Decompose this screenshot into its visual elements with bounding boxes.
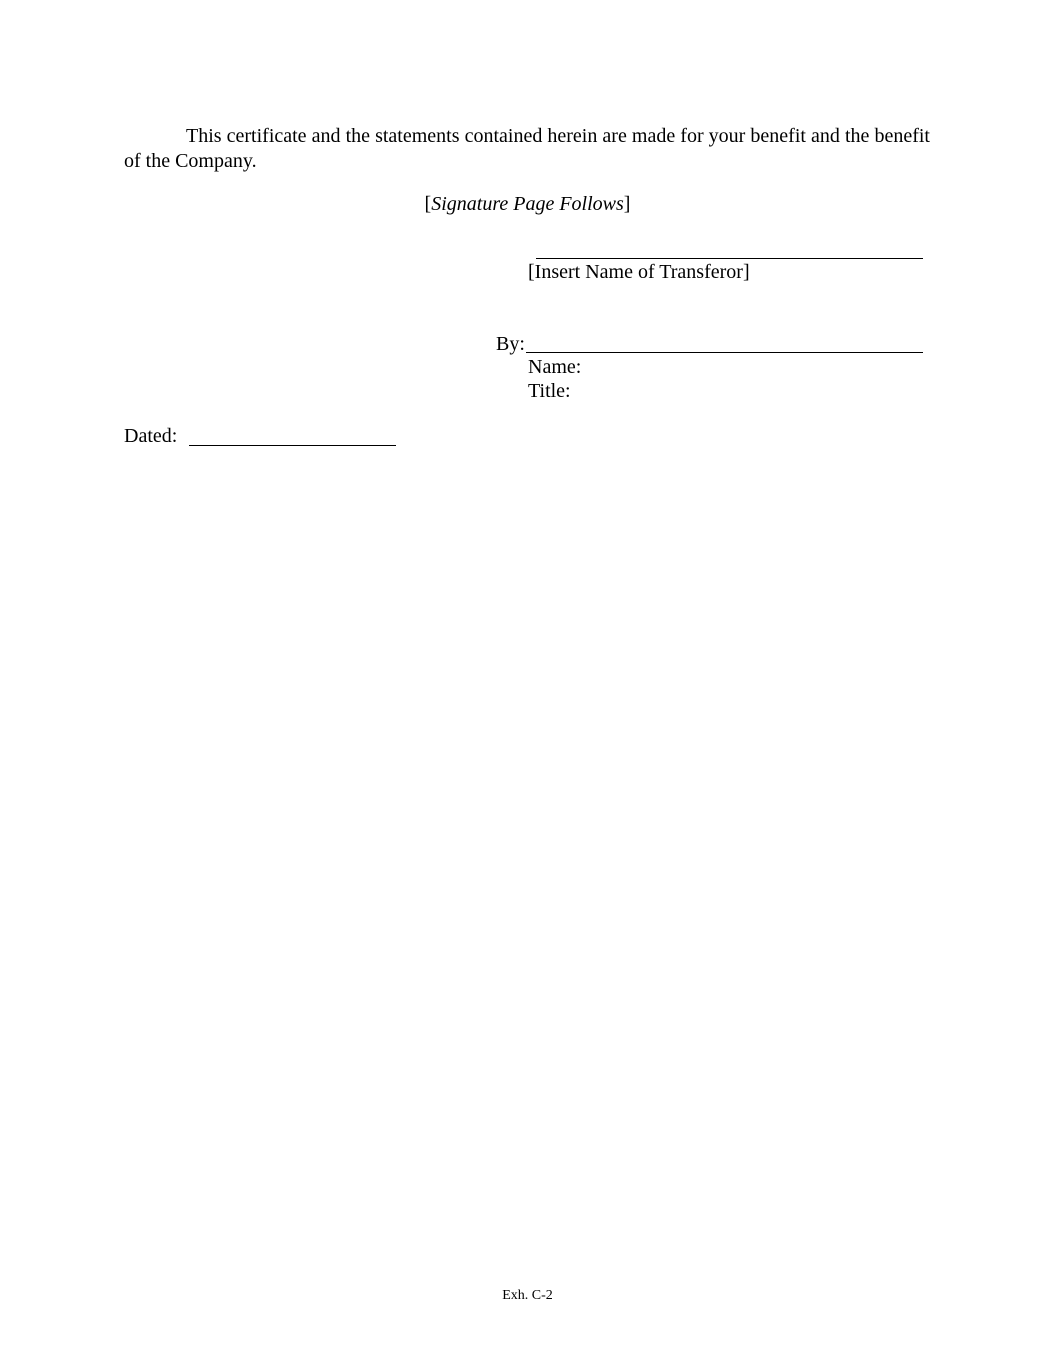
by-label: By: (496, 333, 525, 355)
signature-page-follows-note (0, 192, 1055, 217)
dated-label: Dated: (124, 425, 178, 447)
body-paragraph: This certificate and the statements contained herein are made for your benefit and the benefit of the Company. (124, 125, 930, 172)
name-label: Name: (528, 356, 582, 378)
page-footer: Exh. C-2 (502, 1288, 553, 1303)
signature-follows-text: Signature Page Follows (431, 193, 624, 215)
by-signature-line (526, 352, 923, 353)
transferor-signature-line (536, 258, 923, 259)
title-label: Title: (528, 380, 571, 402)
signature-follows-close-bracket: ] (623, 193, 631, 215)
signature-follows-open-bracket: [ (424, 193, 432, 215)
transferor-name-placeholder: [Insert Name of Transferor] (528, 261, 750, 283)
dated-line (189, 445, 396, 446)
